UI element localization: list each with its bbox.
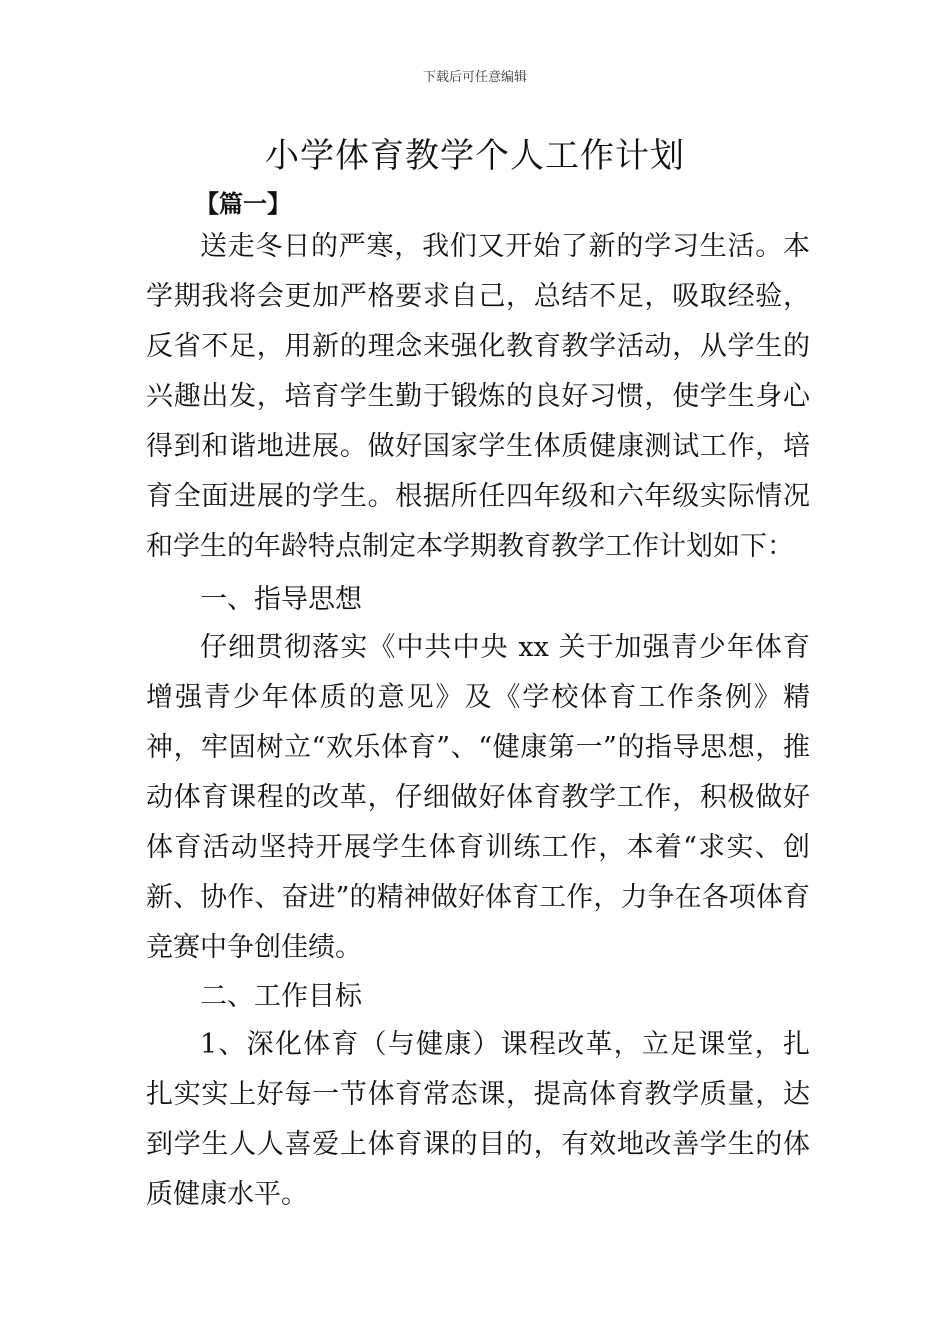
section-heading-guiding-thought: 一、指导思想 bbox=[200, 584, 362, 615]
document-title: 小学体育教学个人工作计划 bbox=[265, 136, 685, 176]
section-tag: 【篇一】 bbox=[195, 189, 291, 218]
intro-paragraph: 送走冬日的严寒，我们又开始了新的学习生活。本学期我将会更加严格要求自己，总结不足，吸取经验，反省不足，用新的理念来强化教育教学活动，从学生的兴趣出发，培育学生勤于锻炼的良好习惯，使学生身心得到和谐地进展。做好国家学生体质健康测试工作，培育全面进展的学生。根据所任四年级和六年级实际情况和学生的年龄特点制定本学期教育教学工作计划如下： bbox=[146, 231, 810, 562]
section-heading-work-goals: 二、工作目标 bbox=[200, 981, 362, 1012]
work-goal-1-paragraph: 1、深化体育（与健康）课程改革，立足课堂，扎扎实实上好每一节体育常态课，提高体育教学质量，达到学生人人喜爱上体育课的目的，有效地改善学生的体质健康水平。 bbox=[146, 1029, 810, 1210]
header-note: 下载后可任意编辑 bbox=[422, 70, 527, 85]
guiding-thought-paragraph: 仔细贯彻落实《中共中央 xx 关于加强青少年体育增强青少年体质的意见》及《学校体育工作条例》精神，牢固树立“欢乐体育”、“健康第一”的指导思想，推动体育课程的改革，仔细做好体育教学工作，积极做好体育活动坚持开展学生体育训练工作，本着“求实、创新、协作、奋进”的精神做好体育工作，力争在各项体育竞赛中争创佳绩。 bbox=[146, 632, 810, 963]
